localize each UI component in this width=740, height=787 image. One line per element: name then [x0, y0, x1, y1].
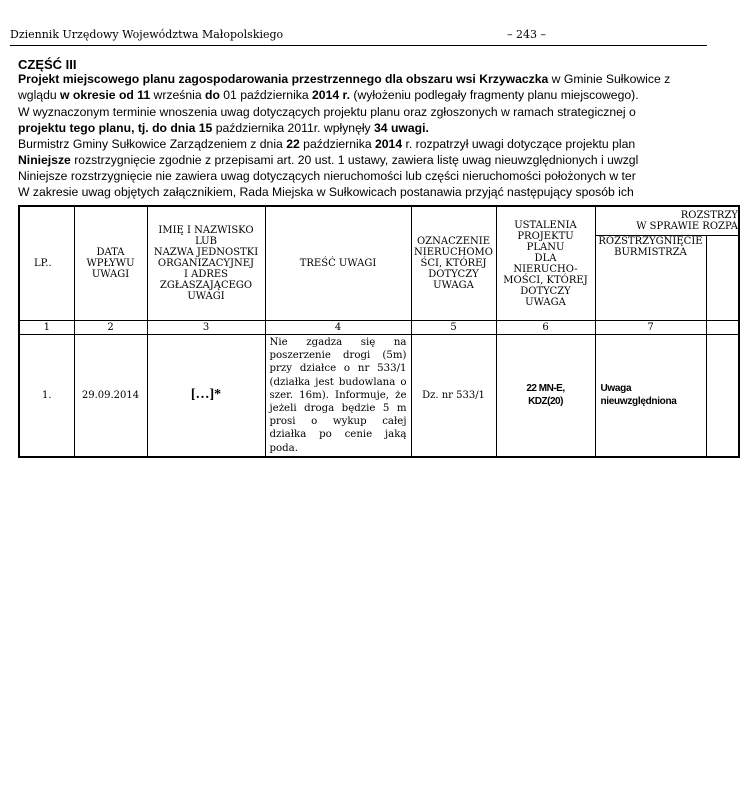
paragraph-8: W zakresie uwag objętych załącznikiem, Rada Miejska w Sułkowicach postanawia przyjąć następujący sposób ich	[18, 185, 634, 199]
col-number: 4	[265, 321, 411, 335]
page-number: – 243 –	[507, 28, 546, 41]
paragraph-4: projektu tego planu, tj. do dnia 15 października 2011r. wpłynęły 34 uwagi.	[18, 121, 429, 135]
col-number: 1	[19, 321, 74, 335]
paragraph-3: W wyznaczonym terminie wnoszenia uwag dotyczących projektu planu oraz zgłoszonych w ramach strategicznej o	[18, 105, 636, 119]
paragraph-2: wglądu w okresie od 11 września do 01 października 2014 r. (wyłożeniu podlegały fragmenty planu miejscowego).	[18, 88, 639, 102]
header-imie: IMIĘ I NAZWISKO LUB NAZWA JEDNOSTKI ORGANIZACYJNEJ I ADRES ZGŁASZAJĄCEGO UWAGI	[147, 206, 265, 321]
header-extra	[706, 236, 739, 321]
section-title: CZĘŚĆ III	[18, 57, 77, 72]
cell-burmistrz: Uwaga nieuwzględniona	[595, 335, 706, 457]
col-number: 5	[411, 321, 496, 335]
header-data: DATA WPŁYWU UWAGI	[74, 206, 147, 321]
paragraph-5: Burmistrz Gminy Sułkowice Zarządzeniem z dnia 22 października 2014 r. rozpatrzył uwagi dotyczące projektu plan	[18, 137, 636, 151]
col-number: 2	[74, 321, 147, 335]
col-number: 6	[496, 321, 595, 335]
cell-extra	[706, 335, 739, 457]
header-ustalenia: USTALENIA PROJEKTU PLANU DLA NIERUCHO- MOŚCI, KTÓREJ DOTYCZY UWAGA	[496, 206, 595, 321]
paragraph-1: Projekt miejscowego planu zagospodarowania przestrzennego dla obszaru wsi Krzywaczka w Gminie Sułkowice z	[18, 72, 671, 86]
table-row	[19, 335, 739, 457]
page-header	[10, 27, 707, 46]
cell-oznaczenie: Dz. nr 533/1	[411, 335, 496, 457]
cell-lp: 1.	[19, 335, 74, 457]
table-number-row	[19, 321, 739, 335]
journal-name: Dziennik Urzędowy Województwa Małopolskiego	[10, 28, 284, 41]
table-header-row	[19, 206, 739, 236]
col-number: 3	[147, 321, 265, 335]
cell-ustalenia: 22 MN-E, KDZ(20)	[496, 335, 595, 457]
cell-imie: […]*	[147, 335, 265, 457]
col-number-extra	[706, 321, 739, 335]
paragraph-7: Niniejsze rozstrzygnięcie nie zawiera uwag dotyczących nieruchomości lub części nieruchomości położonych w ter	[18, 169, 636, 183]
paragraph-6: Niniejsze rozstrzygnięcie zgodnie z przepisami art. 20 ust. 1 ustawy, zawiera listę uwag nieuwzględnionych i uwzgl	[18, 153, 639, 167]
comments-table	[18, 205, 740, 458]
col-number: 7	[595, 321, 706, 335]
cell-data: 29.09.2014	[74, 335, 147, 457]
header-tresc: TREŚĆ UWAGI	[265, 206, 411, 321]
header-oznaczenie: OZNACZENIE NIERUCHOMO ŚCI, KTÓREJ DOTYCZY UWAGA	[411, 206, 496, 321]
header-burmistrz: ROZSTRZYGNIĘCIE BURMISTRZA	[595, 236, 706, 321]
header-lp: LP..	[19, 206, 74, 321]
cell-tresc: Nie zgadza się na poszerzenie drogi (5m) przy działce o nr 533/1 (działka jest budowlana o szer. 16m). Informuje, że jeżeli droga będzie 5 m prosi o wykup całej działka po cenie jaką poda.	[265, 335, 411, 457]
header-rozstrzygniecie: ROZSTRZY W SPRAWIE ROZPA	[595, 206, 739, 236]
